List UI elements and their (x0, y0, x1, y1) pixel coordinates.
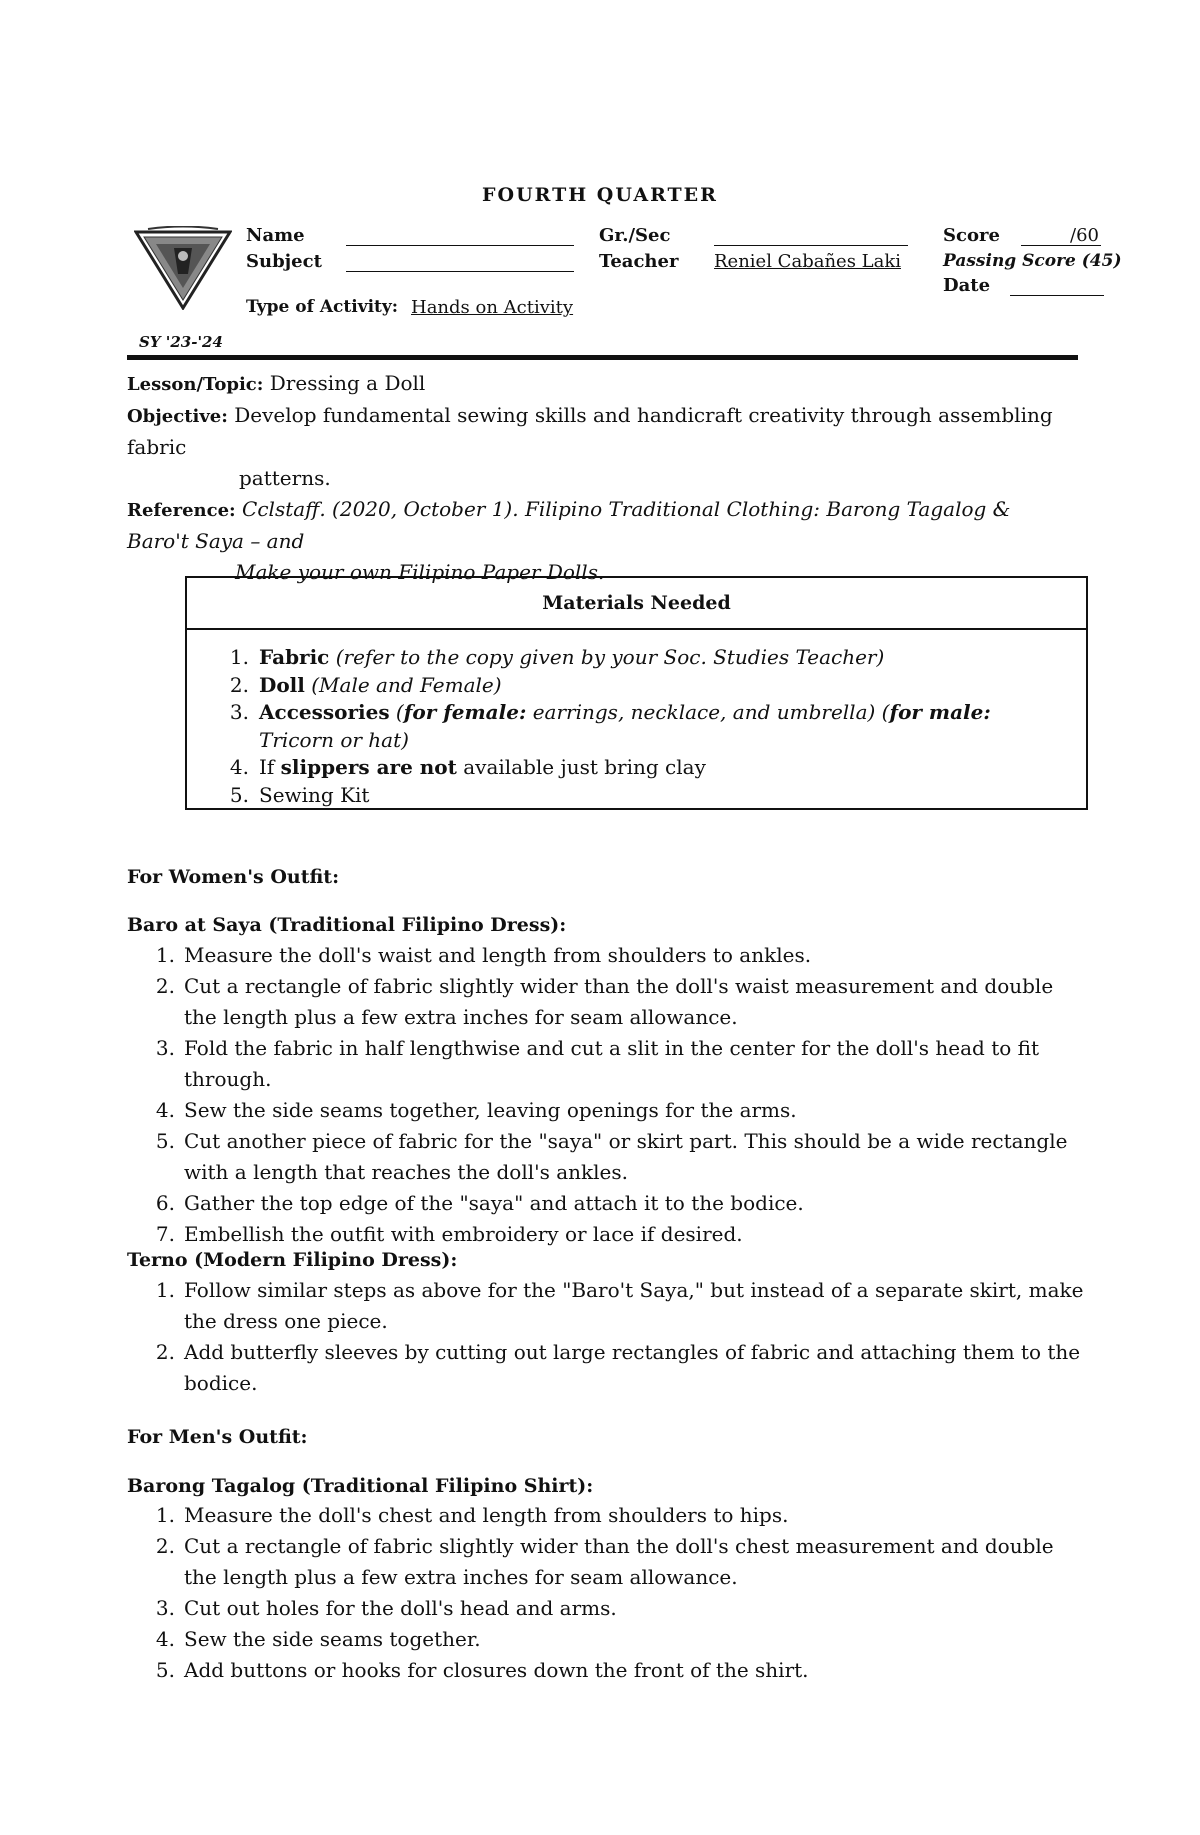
reference-text-cont: Make your own Filipino Paper Dolls. (235, 560, 605, 584)
item-bold-italic: for female: (403, 700, 527, 724)
materials-box (185, 576, 1088, 810)
objective-text: Develop fundamental sewing skills and handicraft creativity through assembling fabric (127, 403, 1053, 459)
list-item: 3. Fold the fabric in half lengthwise and cut a slit in the center for the doll's head to fit through. (155, 1036, 1040, 1091)
barong-steps (127, 1500, 1087, 1686)
item-text: ( (389, 700, 404, 724)
item-bold: Fabric (259, 645, 330, 669)
teacher-value: Reniel Cabañes Laki (714, 251, 901, 272)
list-item (187, 754, 1086, 782)
lesson-value: Dressing a Doll (269, 371, 426, 395)
lesson-meta (127, 368, 1077, 588)
list-item: 3. Cut out holes for the doll's head and arms. (155, 1596, 617, 1620)
list-item: 1. Follow similar steps as above for the "Baro't Saya," but instead of a separate skirt, make the dress one piece. (155, 1278, 1084, 1333)
reference-text: Cclstaff. (2020, October 1). Filipino Traditional Clothing: Barong Tagalog & Baro't Saya – and (127, 497, 1011, 553)
lesson-label: Lesson/Topic: (127, 374, 264, 395)
list-item: 2. Cut a rectangle of fabric slightly wider than the doll's waist measurement and double the length plus a few extra inches for seam allowance. (155, 974, 1054, 1029)
activity-label: Type of Activity: (246, 297, 399, 317)
list-item: 6. Gather the top edge of the "saya" and attach it to the bodice. (155, 1191, 804, 1215)
list-item (187, 782, 1086, 810)
item-bold-italic: for male: (889, 700, 991, 724)
lesson-line (127, 368, 1077, 400)
header-divider (127, 355, 1078, 360)
subject-label: Subject (246, 251, 322, 272)
item-number: 3. (229, 700, 249, 724)
score-label: Score (943, 225, 1000, 246)
item-text: (refer to the copy given by your Soc. Studies Teacher) (329, 645, 885, 669)
terno-heading: Terno (Modern Filipino Dress): (127, 1249, 458, 1271)
list-item: 2. Add butterfly sleeves by cutting out large rectangles of fabric and attaching them to the bodice. (155, 1340, 1081, 1395)
item-text: (Male and Female) (304, 672, 502, 697)
grsec-field[interactable] (714, 245, 908, 246)
materials-list (187, 644, 1086, 809)
materials-heading: Materials Needed (187, 578, 1086, 630)
name-field[interactable] (346, 245, 574, 246)
objective-line (127, 400, 1077, 463)
reference-label: Reference: (127, 500, 236, 521)
item-text: Sewing Kit (259, 782, 370, 807)
passing-score: Passing Score (45) (943, 251, 1122, 271)
men-heading: For Men's Outfit: (127, 1426, 308, 1448)
list-item (187, 644, 1086, 672)
women-heading: For Women's Outfit: (127, 866, 340, 888)
item-bold: Doll (259, 672, 305, 697)
terno-steps (127, 1275, 1087, 1399)
subject-field[interactable] (346, 271, 574, 272)
page-title: FOURTH QUARTER (482, 184, 718, 206)
baro-steps (127, 940, 1087, 1250)
name-label: Name (246, 225, 305, 246)
list-item: 1. Measure the doll's waist and length from shoulders to ankles. (155, 943, 812, 967)
item-number: 2. (229, 672, 249, 697)
item-text: available just bring clay (456, 755, 706, 779)
list-item: 5. Cut another piece of fabric for the "saya" or skirt part. This should be a wide rectangle with a length that reaches the doll's ankles. (155, 1129, 1068, 1184)
list-item: 4. Sew the side seams together. (155, 1627, 481, 1651)
item-number: 4. (229, 755, 249, 779)
score-total: /60 (1070, 225, 1099, 246)
list-item (187, 699, 1086, 754)
list-item: 5. Add buttons or hooks for closures down the front of the shirt. (155, 1658, 809, 1682)
item-text: If (259, 755, 281, 779)
item-bold: slippers are not (280, 755, 457, 779)
objective-text-cont: patterns. (239, 466, 331, 490)
activity-value: Hands on Activity (411, 297, 574, 318)
list-item (187, 672, 1086, 700)
item-text: earrings, necklace, and umbrella) ( (526, 700, 890, 724)
list-item: 4. Sew the side seams together, leaving openings for the arms. (155, 1098, 797, 1122)
barong-heading: Barong Tagalog (Traditional Filipino Shirt): (127, 1475, 594, 1497)
school-year: SY '23-'24 (139, 333, 223, 351)
list-item: 1. Measure the doll's chest and length from shoulders to hips. (155, 1503, 789, 1527)
school-logo (134, 226, 232, 310)
objective-label: Objective: (127, 406, 228, 427)
item-number: 5. (229, 782, 249, 807)
item-text: Tricorn or hat) (259, 727, 409, 752)
date-label: Date (943, 275, 991, 296)
date-field[interactable] (1010, 295, 1104, 296)
reference-line (127, 494, 1077, 557)
teacher-label: Teacher (599, 251, 679, 272)
grsec-label: Gr./Sec (599, 225, 671, 246)
list-item: 7. Embellish the outfit with embroidery or lace if desired. (155, 1222, 743, 1246)
baro-heading: Baro at Saya (Traditional Filipino Dress): (127, 914, 567, 936)
item-number: 1. (229, 645, 249, 669)
item-bold: Accessories (259, 700, 390, 724)
list-item: 2. Cut a rectangle of fabric slightly wider than the doll's chest measurement and double the length plus a few extra inches for seam allowance. (155, 1534, 1054, 1589)
